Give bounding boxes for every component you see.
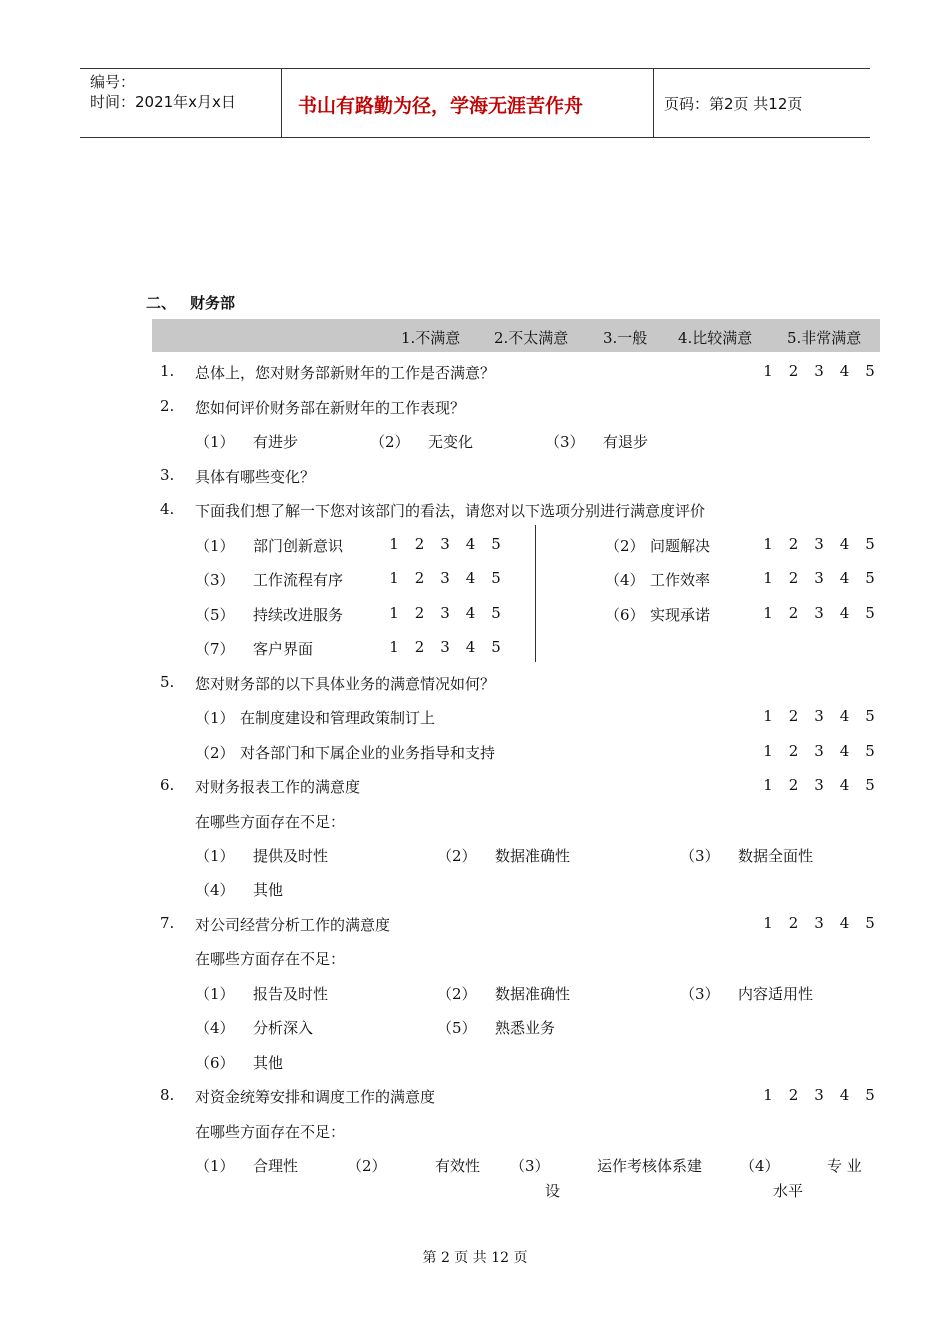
rating-option[interactable]: 3 xyxy=(440,569,450,587)
option-index: （3） xyxy=(545,433,585,451)
option-label[interactable]: 有退步 xyxy=(603,433,649,451)
option-label: 实现承诺 xyxy=(650,606,711,624)
question-number: 7. xyxy=(160,914,175,932)
rating-option[interactable]: 3 xyxy=(814,1086,824,1104)
rating-option[interactable]: 2 xyxy=(788,604,799,622)
question-text: 您如何评价财务部在新财年的工作表现？ xyxy=(195,399,466,417)
rating-option[interactable]: 5 xyxy=(865,742,875,760)
rating-option[interactable]: 2 xyxy=(788,362,799,380)
option-index: （2） xyxy=(437,847,477,865)
option-label[interactable]: 报告及时性 xyxy=(253,985,329,1003)
question-text: 总体上，您对财务部新财年的工作是否满意？ xyxy=(195,364,496,382)
rating-option[interactable]: 5 xyxy=(865,914,875,932)
rating-option[interactable]: 1 xyxy=(763,707,773,725)
rating-option[interactable]: 4 xyxy=(839,1086,850,1104)
section-title: 财务部 xyxy=(190,294,236,312)
question-number: 3. xyxy=(160,466,175,484)
rating-option[interactable]: 2 xyxy=(788,569,799,587)
rating-option[interactable]: 5 xyxy=(865,776,875,794)
question-text: 您对财务部的以下具体业务的满意情况如何？ xyxy=(195,675,496,693)
question-text: 具体有哪些变化？ xyxy=(195,468,316,486)
rating-option[interactable]: 5 xyxy=(865,362,875,380)
option-index: （3） xyxy=(195,571,235,589)
question-number: 2. xyxy=(160,397,175,415)
rating-option[interactable]: 1 xyxy=(763,914,773,932)
rating-option[interactable]: 4 xyxy=(839,604,850,622)
rating-option[interactable]: 4 xyxy=(839,914,850,932)
rating-option[interactable]: 3 xyxy=(814,362,824,380)
question-subtext: 在哪些方面存在不足： xyxy=(195,950,346,968)
option-index: （2） xyxy=(347,1157,387,1175)
rating-option[interactable]: 1 xyxy=(763,742,773,760)
rating-option[interactable]: 5 xyxy=(865,1086,875,1104)
rating-option[interactable]: 2 xyxy=(414,569,425,587)
option-index: （3） xyxy=(680,985,720,1003)
rating-option[interactable]: 3 xyxy=(814,914,824,932)
option-label[interactable]: 分析深入 xyxy=(253,1019,314,1037)
option-label[interactable]: 其他 xyxy=(253,881,284,899)
scale-label: 3.一般 xyxy=(603,329,648,347)
option-index: （1） xyxy=(195,1157,235,1175)
option-label: 工作效率 xyxy=(650,571,711,589)
option-index: （5） xyxy=(195,606,235,624)
rating-option[interactable]: 5 xyxy=(865,535,875,553)
option-label[interactable]: 其他 xyxy=(253,1054,284,1072)
rating-option[interactable]: 3 xyxy=(440,638,450,656)
option-label[interactable]: 无变化 xyxy=(428,433,474,451)
rating-option[interactable]: 3 xyxy=(440,535,450,553)
option-label[interactable]: 数据全面性 xyxy=(738,847,814,865)
option-index: （3） xyxy=(680,847,720,865)
rating-option[interactable]: 4 xyxy=(839,776,850,794)
option-label: 持续改进服务 xyxy=(253,606,344,624)
option-label: 对各部门和下属企业的业务指导和支持 xyxy=(240,744,496,762)
rating-option[interactable]: 5 xyxy=(865,569,875,587)
rating-option[interactable]: 4 xyxy=(465,535,476,553)
page-header xyxy=(80,68,870,138)
rating-option[interactable]: 1 xyxy=(763,362,773,380)
rating-option[interactable]: 1 xyxy=(763,1086,773,1104)
scale-label: 4.比较满意 xyxy=(678,329,753,347)
header-divider xyxy=(653,69,654,137)
rating-option[interactable]: 3 xyxy=(814,604,824,622)
option-label[interactable]: 数据准确性 xyxy=(495,985,571,1003)
question-text: 下面我们想了解一下您对该部门的看法，请您对以下选项分别进行满意度评价 xyxy=(195,502,706,520)
option-label: 部门创新意识 xyxy=(253,537,344,555)
option-label[interactable]: 熟悉业务 xyxy=(495,1019,556,1037)
rating-option[interactable]: 4 xyxy=(839,742,850,760)
rating-option[interactable]: 3 xyxy=(814,776,824,794)
option-index: （1） xyxy=(195,985,235,1003)
rating-option[interactable]: 2 xyxy=(414,535,425,553)
rating-option[interactable]: 3 xyxy=(440,604,450,622)
rating-option[interactable]: 3 xyxy=(814,569,824,587)
option-label-wrap: 设 xyxy=(545,1182,561,1200)
option-index: （3） xyxy=(510,1157,550,1175)
header-divider xyxy=(281,69,282,137)
question-subtext: 在哪些方面存在不足： xyxy=(195,1123,346,1141)
option-label: 问题解决 xyxy=(650,537,711,555)
doc-code-label: 编号： xyxy=(90,73,136,91)
option-index: （1） xyxy=(195,847,235,865)
option-index: （6） xyxy=(195,1054,235,1072)
rating-option[interactable]: 2 xyxy=(414,638,425,656)
option-label[interactable]: 数据准确性 xyxy=(495,847,571,865)
rating-option[interactable]: 3 xyxy=(814,535,824,553)
rating-option[interactable]: 1 xyxy=(389,569,399,587)
scale-label: 5.非常满意 xyxy=(787,329,862,347)
question-text: 对公司经营分析工作的满意度 xyxy=(195,916,391,934)
rating-option[interactable]: 4 xyxy=(465,604,476,622)
header-page-info: 页码：第2页 共12页 xyxy=(664,95,803,113)
option-index: （6） xyxy=(605,606,645,624)
question-subtext: 在哪些方面存在不足： xyxy=(195,813,346,831)
rating-option[interactable]: 5 xyxy=(865,604,875,622)
option-label: 工作流程有序 xyxy=(253,571,344,589)
option-label[interactable]: 有效性 xyxy=(435,1157,481,1175)
option-index: （4） xyxy=(740,1157,780,1175)
column-divider xyxy=(535,525,536,662)
rating-option[interactable]: 2 xyxy=(788,776,799,794)
option-label: 在制度建设和管理政策制订上 xyxy=(240,709,436,727)
option-index: （4） xyxy=(195,1019,235,1037)
rating-option[interactable]: 1 xyxy=(763,535,773,553)
option-label[interactable]: 合理性 xyxy=(253,1157,299,1175)
option-label[interactable]: 提供及时性 xyxy=(253,847,329,865)
option-index: （2） xyxy=(370,433,410,451)
option-label[interactable]: 运作考核体系建 xyxy=(597,1157,703,1175)
rating-option[interactable]: 2 xyxy=(788,1086,799,1104)
rating-option[interactable]: 2 xyxy=(788,742,799,760)
scale-label: 2.不太满意 xyxy=(494,329,569,347)
rating-option[interactable]: 1 xyxy=(389,604,399,622)
header-motto: 书山有路勤为径，学海无涯苦作舟 xyxy=(298,95,584,117)
rating-option[interactable]: 5 xyxy=(491,638,501,656)
rating-option[interactable]: 1 xyxy=(389,638,399,656)
question-number: 1. xyxy=(160,362,175,380)
question-number: 4. xyxy=(160,500,175,518)
rating-option[interactable]: 5 xyxy=(491,569,501,587)
option-label: 客户界面 xyxy=(253,640,314,658)
rating-option[interactable]: 1 xyxy=(763,569,773,587)
rating-option[interactable]: 2 xyxy=(414,604,425,622)
option-index: （5） xyxy=(437,1019,477,1037)
rating-option[interactable]: 5 xyxy=(865,707,875,725)
rating-option[interactable]: 1 xyxy=(763,604,773,622)
rating-option[interactable]: 4 xyxy=(839,362,850,380)
rating-option[interactable]: 1 xyxy=(763,776,773,794)
option-index: （4） xyxy=(605,571,645,589)
rating-option[interactable]: 4 xyxy=(465,569,476,587)
doc-time-label: 时间：2021年x月x日 xyxy=(90,93,236,111)
rating-option[interactable]: 4 xyxy=(465,638,476,656)
question-text: 对资金统筹安排和调度工作的满意度 xyxy=(195,1088,436,1106)
scale-label: 1.不满意 xyxy=(401,329,461,347)
question-number: 6. xyxy=(160,776,175,794)
rating-option[interactable]: 5 xyxy=(491,604,501,622)
question-number: 5. xyxy=(160,673,175,691)
rating-option[interactable]: 2 xyxy=(788,535,799,553)
option-index: （2） xyxy=(605,537,645,555)
option-label-wrap: 水平 xyxy=(773,1182,804,1200)
rating-option[interactable]: 4 xyxy=(839,707,850,725)
option-label[interactable]: 专 业 xyxy=(827,1157,862,1175)
page-footer: 第 2 页 共 12 页 xyxy=(422,1250,528,1266)
question-text: 对财务报表工作的满意度 xyxy=(195,778,361,796)
option-index: （4） xyxy=(195,881,235,899)
rating-option[interactable]: 2 xyxy=(788,707,799,725)
option-index: （7） xyxy=(195,640,235,658)
rating-option[interactable]: 2 xyxy=(788,914,799,932)
rating-option[interactable]: 3 xyxy=(814,742,824,760)
rating-option[interactable]: 1 xyxy=(389,535,399,553)
rating-option[interactable]: 3 xyxy=(814,707,824,725)
option-index: （2） xyxy=(195,744,235,762)
option-index: （2） xyxy=(437,985,477,1003)
option-label[interactable]: 内容适用性 xyxy=(738,985,814,1003)
rating-option[interactable]: 4 xyxy=(839,535,850,553)
section-number: 二、 xyxy=(146,294,177,312)
question-number: 8. xyxy=(160,1086,175,1104)
option-index: （1） xyxy=(195,709,235,727)
rating-option[interactable]: 5 xyxy=(491,535,501,553)
option-label[interactable]: 有进步 xyxy=(253,433,299,451)
option-index: （1） xyxy=(195,537,235,555)
option-index: （1） xyxy=(195,433,235,451)
rating-option[interactable]: 4 xyxy=(839,569,850,587)
